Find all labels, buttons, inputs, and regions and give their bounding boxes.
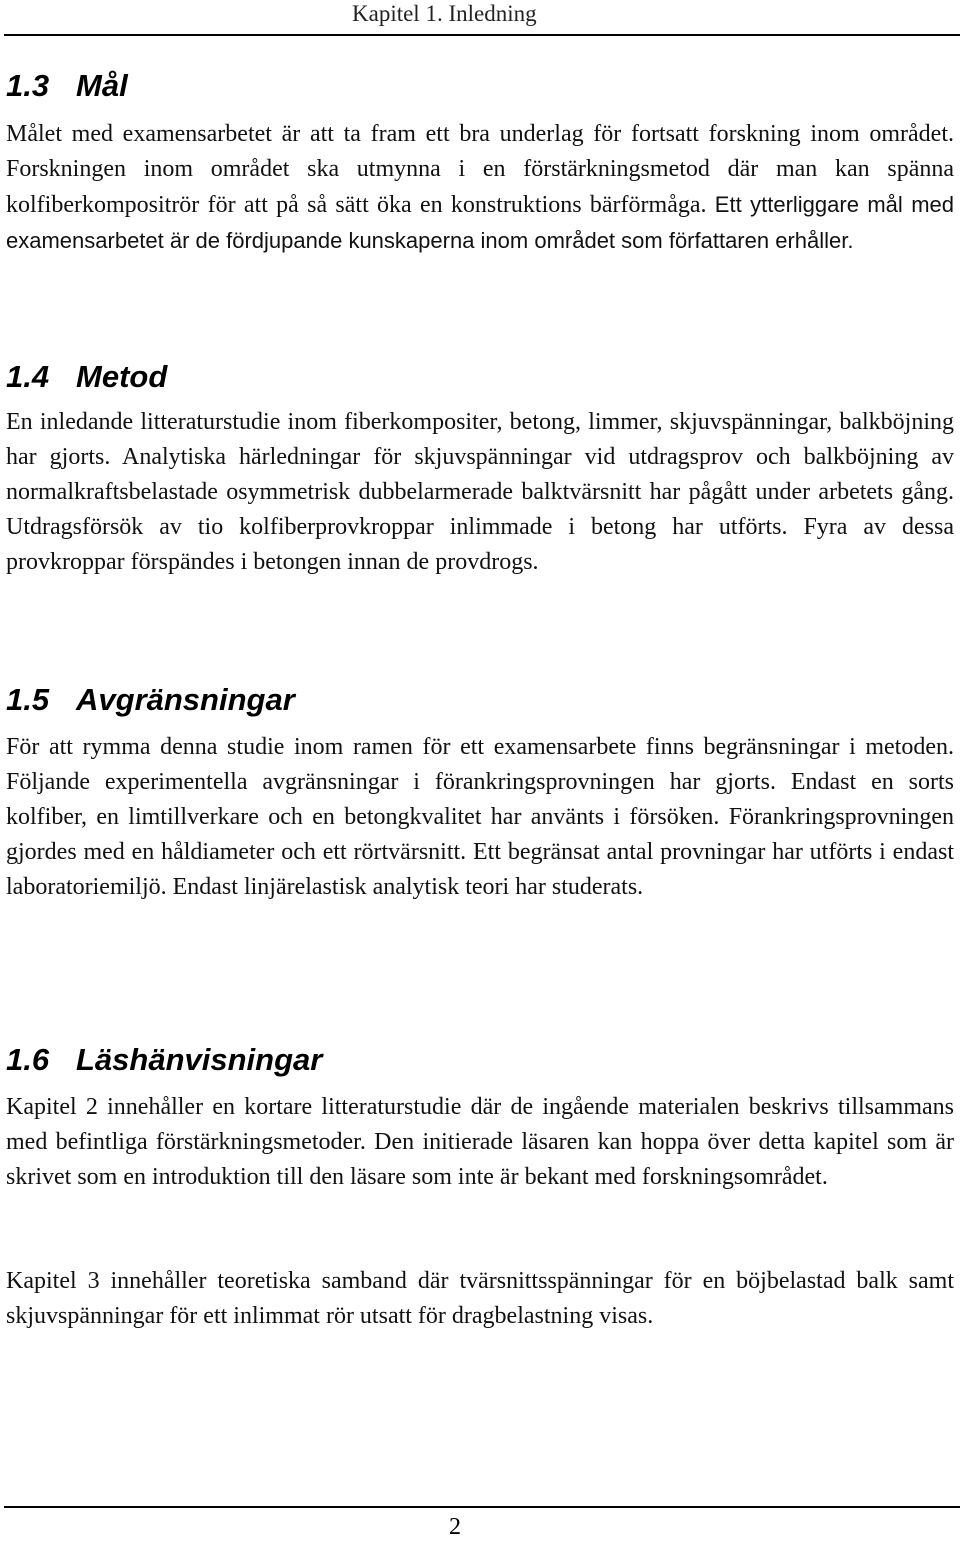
paragraph-text: Målet med examensarbetet är att ta fram ett bra underlag för fortsatt forskning inom området. Forskningen inom området ska utmynna i en förstärkningsmetod där man kan spänna kolfiberkompositrör för att på så sätt öka en konstruktions bärförmåga. xyxy=(6,121,954,218)
paragraph-metod: En inledande litteraturstudie inom fiberkompositer, betong, limmer, skjuvspänningar, balkböjning har gjorts. Analytiska härledningar för skjuvspänningar vid utdragsprov och balkböjning av normalkraftsbelastade osymmetrisk dubbelarmerade balktvärsnitt har pågått under arbetets gång. Utdragsförsök av tio kolfiberprovkroppar inlimmade i betong har utförts. Fyra av dessa provkroppar förspändes i betongen innan de provdrogs. xyxy=(6,409,954,575)
section-number: 1.3 xyxy=(6,68,50,103)
paragraph-lashanvisningar-2: Kapitel 3 innehåller teoretiska samband där tvärsnittsspänningar för en böjbelastad balk samt skjuvspänningar för ett inlimmat rör utsatt för dragbelastning visas. xyxy=(6,1268,954,1329)
section-heading-lashanvisningar xyxy=(6,1040,322,1080)
section-title: Läshänvisningar xyxy=(76,1042,323,1077)
footer-rule xyxy=(4,1506,960,1508)
running-header: Kapitel 1. Inledning xyxy=(352,1,537,26)
section-heading-avgransningar xyxy=(6,680,295,720)
section-title: Metod xyxy=(76,359,168,394)
section-heading-metod xyxy=(6,357,167,397)
section-title: Avgränsningar xyxy=(76,682,295,717)
paragraph-text-sans: Ett ytterliggare mål med examensarbetet är de fördjupande kunskaperna inom området som författaren erhåller. xyxy=(6,192,954,253)
page-number: 2 xyxy=(449,1514,461,1540)
section-title: Mål xyxy=(76,68,128,103)
header-rule xyxy=(4,34,960,36)
section-heading-mal xyxy=(6,66,128,106)
paragraph-avgransningar: För att rymma denna studie inom ramen för ett examensarbete finns begränsningar i metoden. Följande experimentella avgränsningar i förankringsprovningen har gjorts. Endast en sorts kolfiber, en limtillverkare och en betongkvalitet har använts i försöken. Förankringsprovningen gjordes med en håldiameter och ett rörtvärsnitt. Ett begränsat antal provningar har utförts i endast laboratoriemiljö. Endast linjärelastisk analytisk teori har studerats. xyxy=(6,734,954,900)
section-number: 1.5 xyxy=(6,682,50,717)
paragraph-lashanvisningar-1: Kapitel 2 innehåller en kortare litteraturstudie där de ingående materialen beskrivs tillsammans med befintliga förstärkningsmetoder. Den initierade läsaren kan hoppa över detta kapitel som är skrivet som en introduktion till den läsare som inte är bekant med forskningsområdet. xyxy=(6,1094,954,1190)
paragraph-mal xyxy=(6,117,954,259)
section-number: 1.6 xyxy=(6,1042,50,1077)
section-number: 1.4 xyxy=(6,359,50,394)
